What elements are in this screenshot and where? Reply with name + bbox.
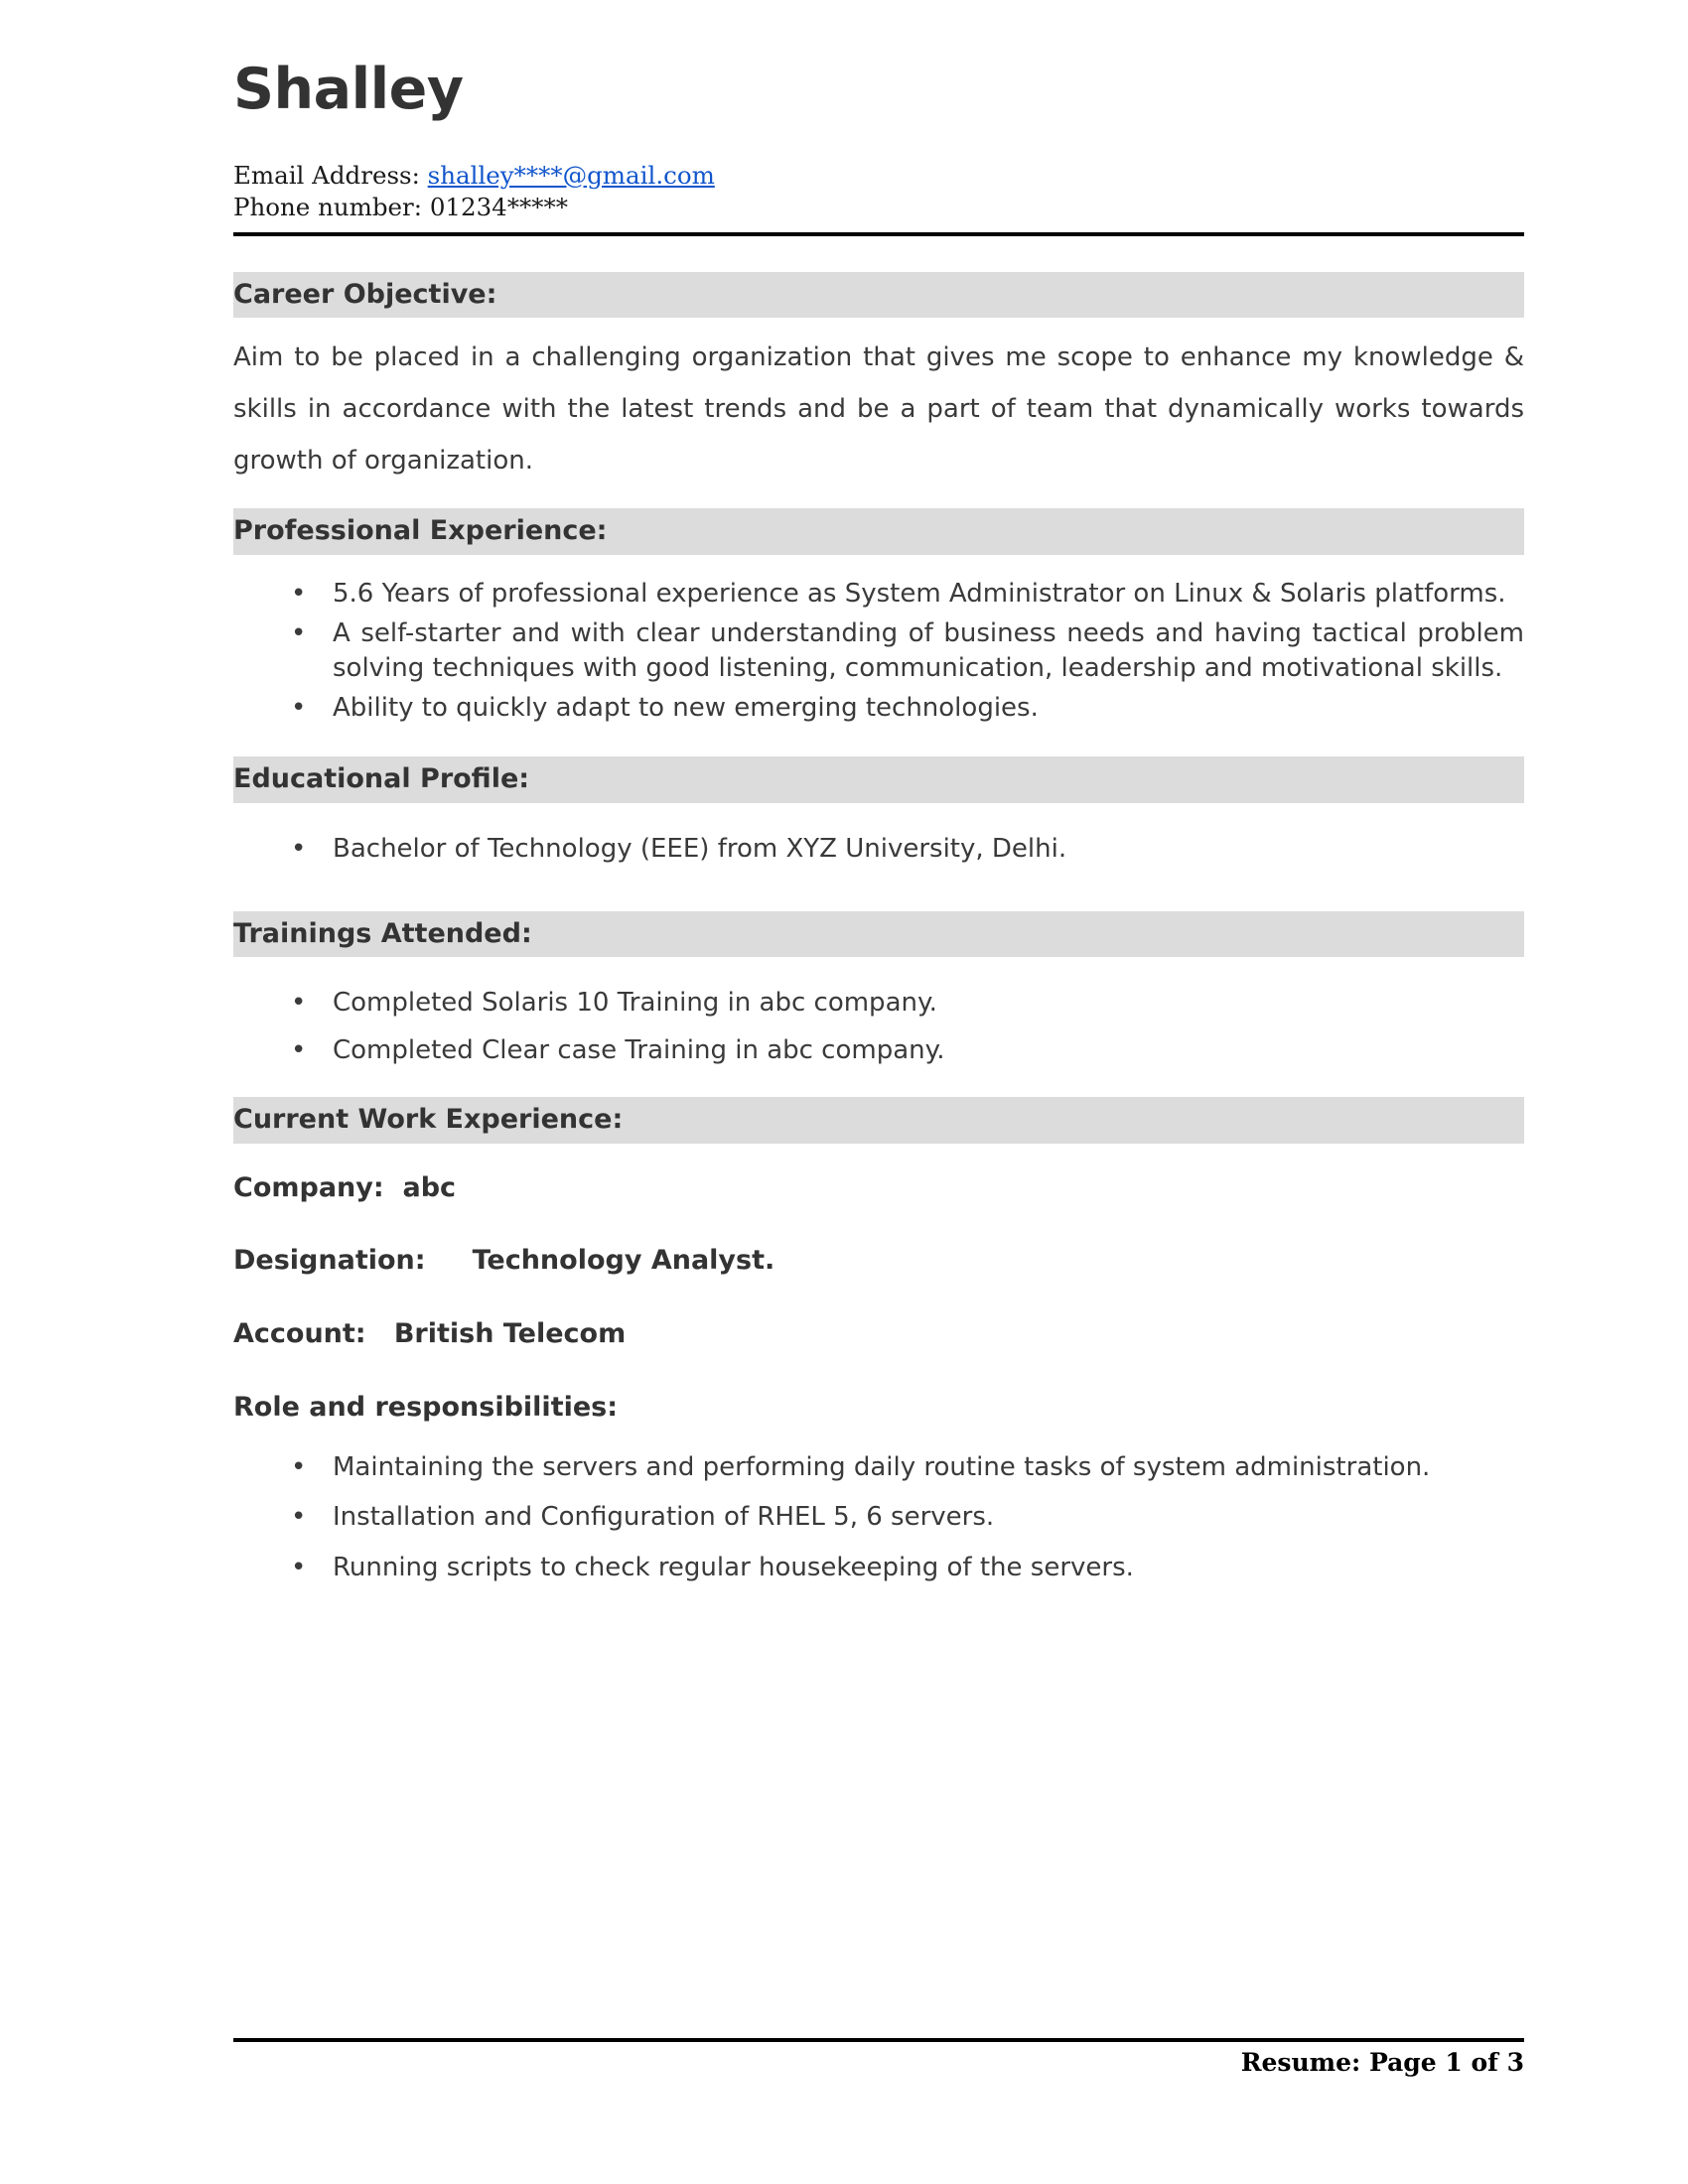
account-line [233,1315,1524,1353]
designation-value: Technology Analyst. [472,1245,775,1277]
designation-line [233,1242,1524,1280]
contact-block [233,160,1524,224]
account-label: Account: [233,1318,366,1350]
phone-line [233,192,1524,223]
section-heading-current-work-experience: Current Work Experience: [233,1097,1524,1144]
section-heading-educational-profile: Educational Profile: [233,756,1524,803]
professional-experience-list [233,577,1524,728]
list-item: • Completed Clear case Training in abc company. [233,1030,1524,1070]
educational-profile-list [233,829,1524,869]
document-content [233,0,1524,1593]
footer-page-number: Resume: Page 1 of 3 [1240,2048,1524,2077]
company-line [233,1169,1524,1207]
designation-label: Designation: [233,1245,426,1277]
section-heading-trainings-attended: Trainings Attended: [233,911,1524,958]
section-heading-career-objective: Career Objective: [233,272,1524,319]
list-item: • A self-starter and with clear understanding of business needs and having tactical problem solving techniques with good listening, communication, leadership and motivational skills. [233,616,1524,688]
list-item: • Completed Solaris 10 Training in abc company. [233,983,1524,1023]
role-responsibilities-heading: Role and responsibilities: [233,1391,619,1423]
email-label: Email Address: [233,161,420,190]
list-item: • 5.6 Years of professional experience as System Administrator on Linux & Solaris platforms. [233,577,1524,613]
candidate-name: Shalley [233,57,464,122]
trainings-attended-list [233,983,1524,1070]
account-value: British Telecom [393,1318,627,1350]
list-item: • Bachelor of Technology (EEE) from XYZ University, Delhi. [233,829,1524,869]
list-item: • Maintaining the servers and performing daily routine tasks of system administration. [233,1442,1524,1493]
email-link[interactable]: shalley****@gmail.com [427,161,715,190]
footer-divider [233,2038,1524,2042]
section-heading-professional-experience: Professional Experience: [233,508,1524,555]
company-label: Company: [233,1171,384,1203]
company-value: abc [402,1171,457,1203]
career-objective-body: Aim to be placed in a challenging organization that gives me scope to enhance my knowledge & skills in accordance with the latest trends and be a part of team that dynamically works towards growth of organization. [233,342,1524,477]
phone-value: 01234***** [429,193,569,222]
email-line [233,160,1524,192]
list-item: • Ability to quickly adapt to new emerging technologies. [233,691,1524,727]
list-item: • Installation and Configuration of RHEL 5, 6 servers. [233,1492,1524,1543]
role-responsibilities-list [233,1442,1524,1593]
phone-label: Phone number: [233,193,423,222]
list-item: • Running scripts to check regular housekeeping of the servers. [233,1543,1524,1593]
